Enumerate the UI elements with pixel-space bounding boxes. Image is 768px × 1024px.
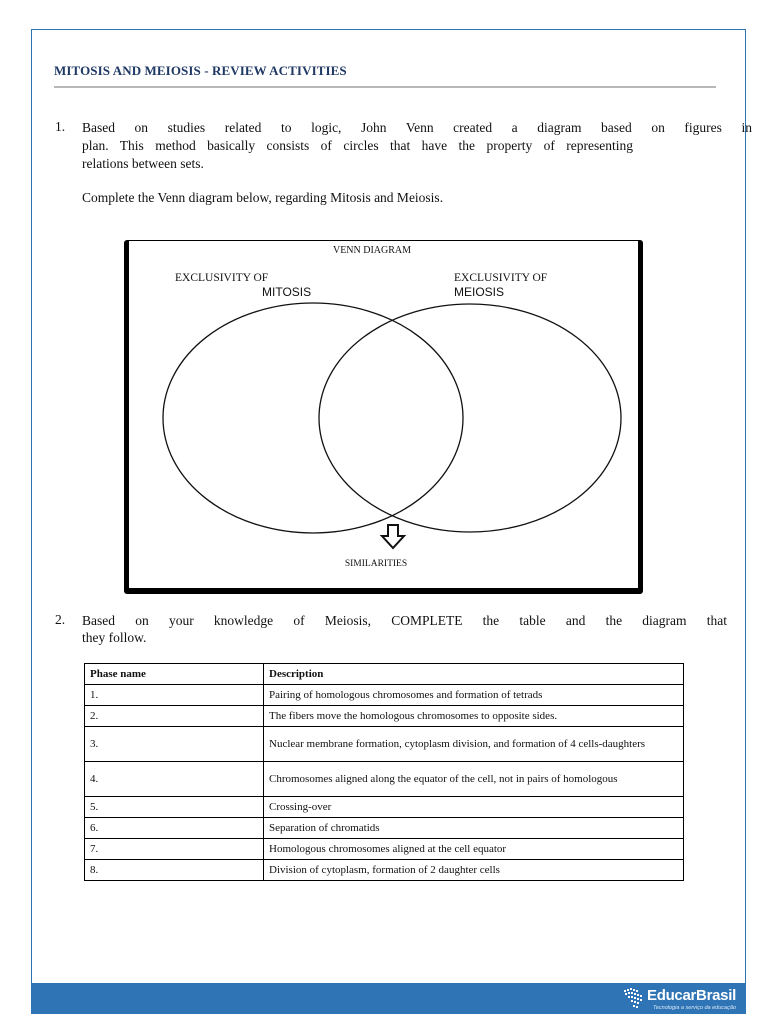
description-cell: Nuclear membrane formation, cytoplasm division, and formation of 4 cells-daughters [264,727,684,762]
description-cell: Pairing of homologous chromosomes and formation of tetrads [264,685,684,706]
footer-brand-name: EducarBrasil [647,987,736,1004]
phase-cell[interactable]: 7. [85,839,264,860]
venn-left-label-line-2: MITOSIS [262,285,312,299]
venn-bottom-label: SIMILARITIES [344,559,408,569]
venn-right-label-line-1: EXCLUSIVITY OF [454,272,548,284]
table-row [85,839,684,860]
mitosis-circle [163,303,463,533]
meiosis-circle [319,304,621,532]
venn-right-label-line-2: MEIOSIS [454,285,505,299]
question-1-number: 1. [55,119,66,134]
phase-cell[interactable]: 3. [85,727,264,762]
description-cell: Separation of chromatids [264,818,684,839]
educarbrasil-logo-icon [622,986,648,1012]
table-row [85,860,684,881]
description-cell: Homologous chromosomes aligned at the cell equator [264,839,684,860]
footer-brand-tagline: Tecnologia a serviço da educação [653,1005,736,1011]
table-header-row [85,664,684,685]
phase-cell[interactable]: 2. [85,706,264,727]
description-cell: The fibers move the homologous chromosomes to opposite sides. [264,706,684,727]
document-title: MITOSIS AND MEIOSIS - REVIEW ACTIVITIES [54,63,347,78]
venn-diagram [124,240,643,594]
table-row [85,727,684,762]
description-cell: Chromosomes aligned along the equator of the cell, not in pairs of homologous [264,762,684,797]
table-row [85,818,684,839]
meiosis-phase-table [84,663,684,881]
table-row [85,706,684,727]
venn-heading: VENN DIAGRAM [332,245,412,256]
table-row [85,797,684,818]
phase-cell[interactable]: 8. [85,860,264,881]
phase-cell[interactable]: 1. [85,685,264,706]
phase-cell[interactable]: 6. [85,818,264,839]
question-2-line-1: Based on your knowledge of Meiosis, COMPLETE the table and the diagram that [82,613,727,628]
question-1-line-1: Based on studies related to logic, John Venn created a diagram based on figures in [82,120,752,135]
title-divider [54,86,716,88]
phase-cell[interactable]: 4. [85,762,264,797]
column-header-description: Description [264,664,684,685]
column-header-phase-name: Phase name [85,664,264,685]
question-1-instruction: Complete the Venn diagram below, regarding Mitosis and Meiosis. [82,190,444,205]
question-2-number: 2. [55,612,66,627]
table-row [85,762,684,797]
phase-cell[interactable]: 5. [85,797,264,818]
down-arrow-icon [382,525,404,548]
question-2-line-2: they follow. [82,630,147,645]
question-1-line-3: relations between sets. [82,156,204,171]
question-1-line-2: plan. This method basically consists of circles that have the property of representing [82,138,633,153]
venn-left-label-line-1: EXCLUSIVITY OF [175,272,269,284]
description-cell: Division of cytoplasm, formation of 2 daughter cells [264,860,684,881]
table-row [85,685,684,706]
description-cell: Crossing-over [264,797,684,818]
